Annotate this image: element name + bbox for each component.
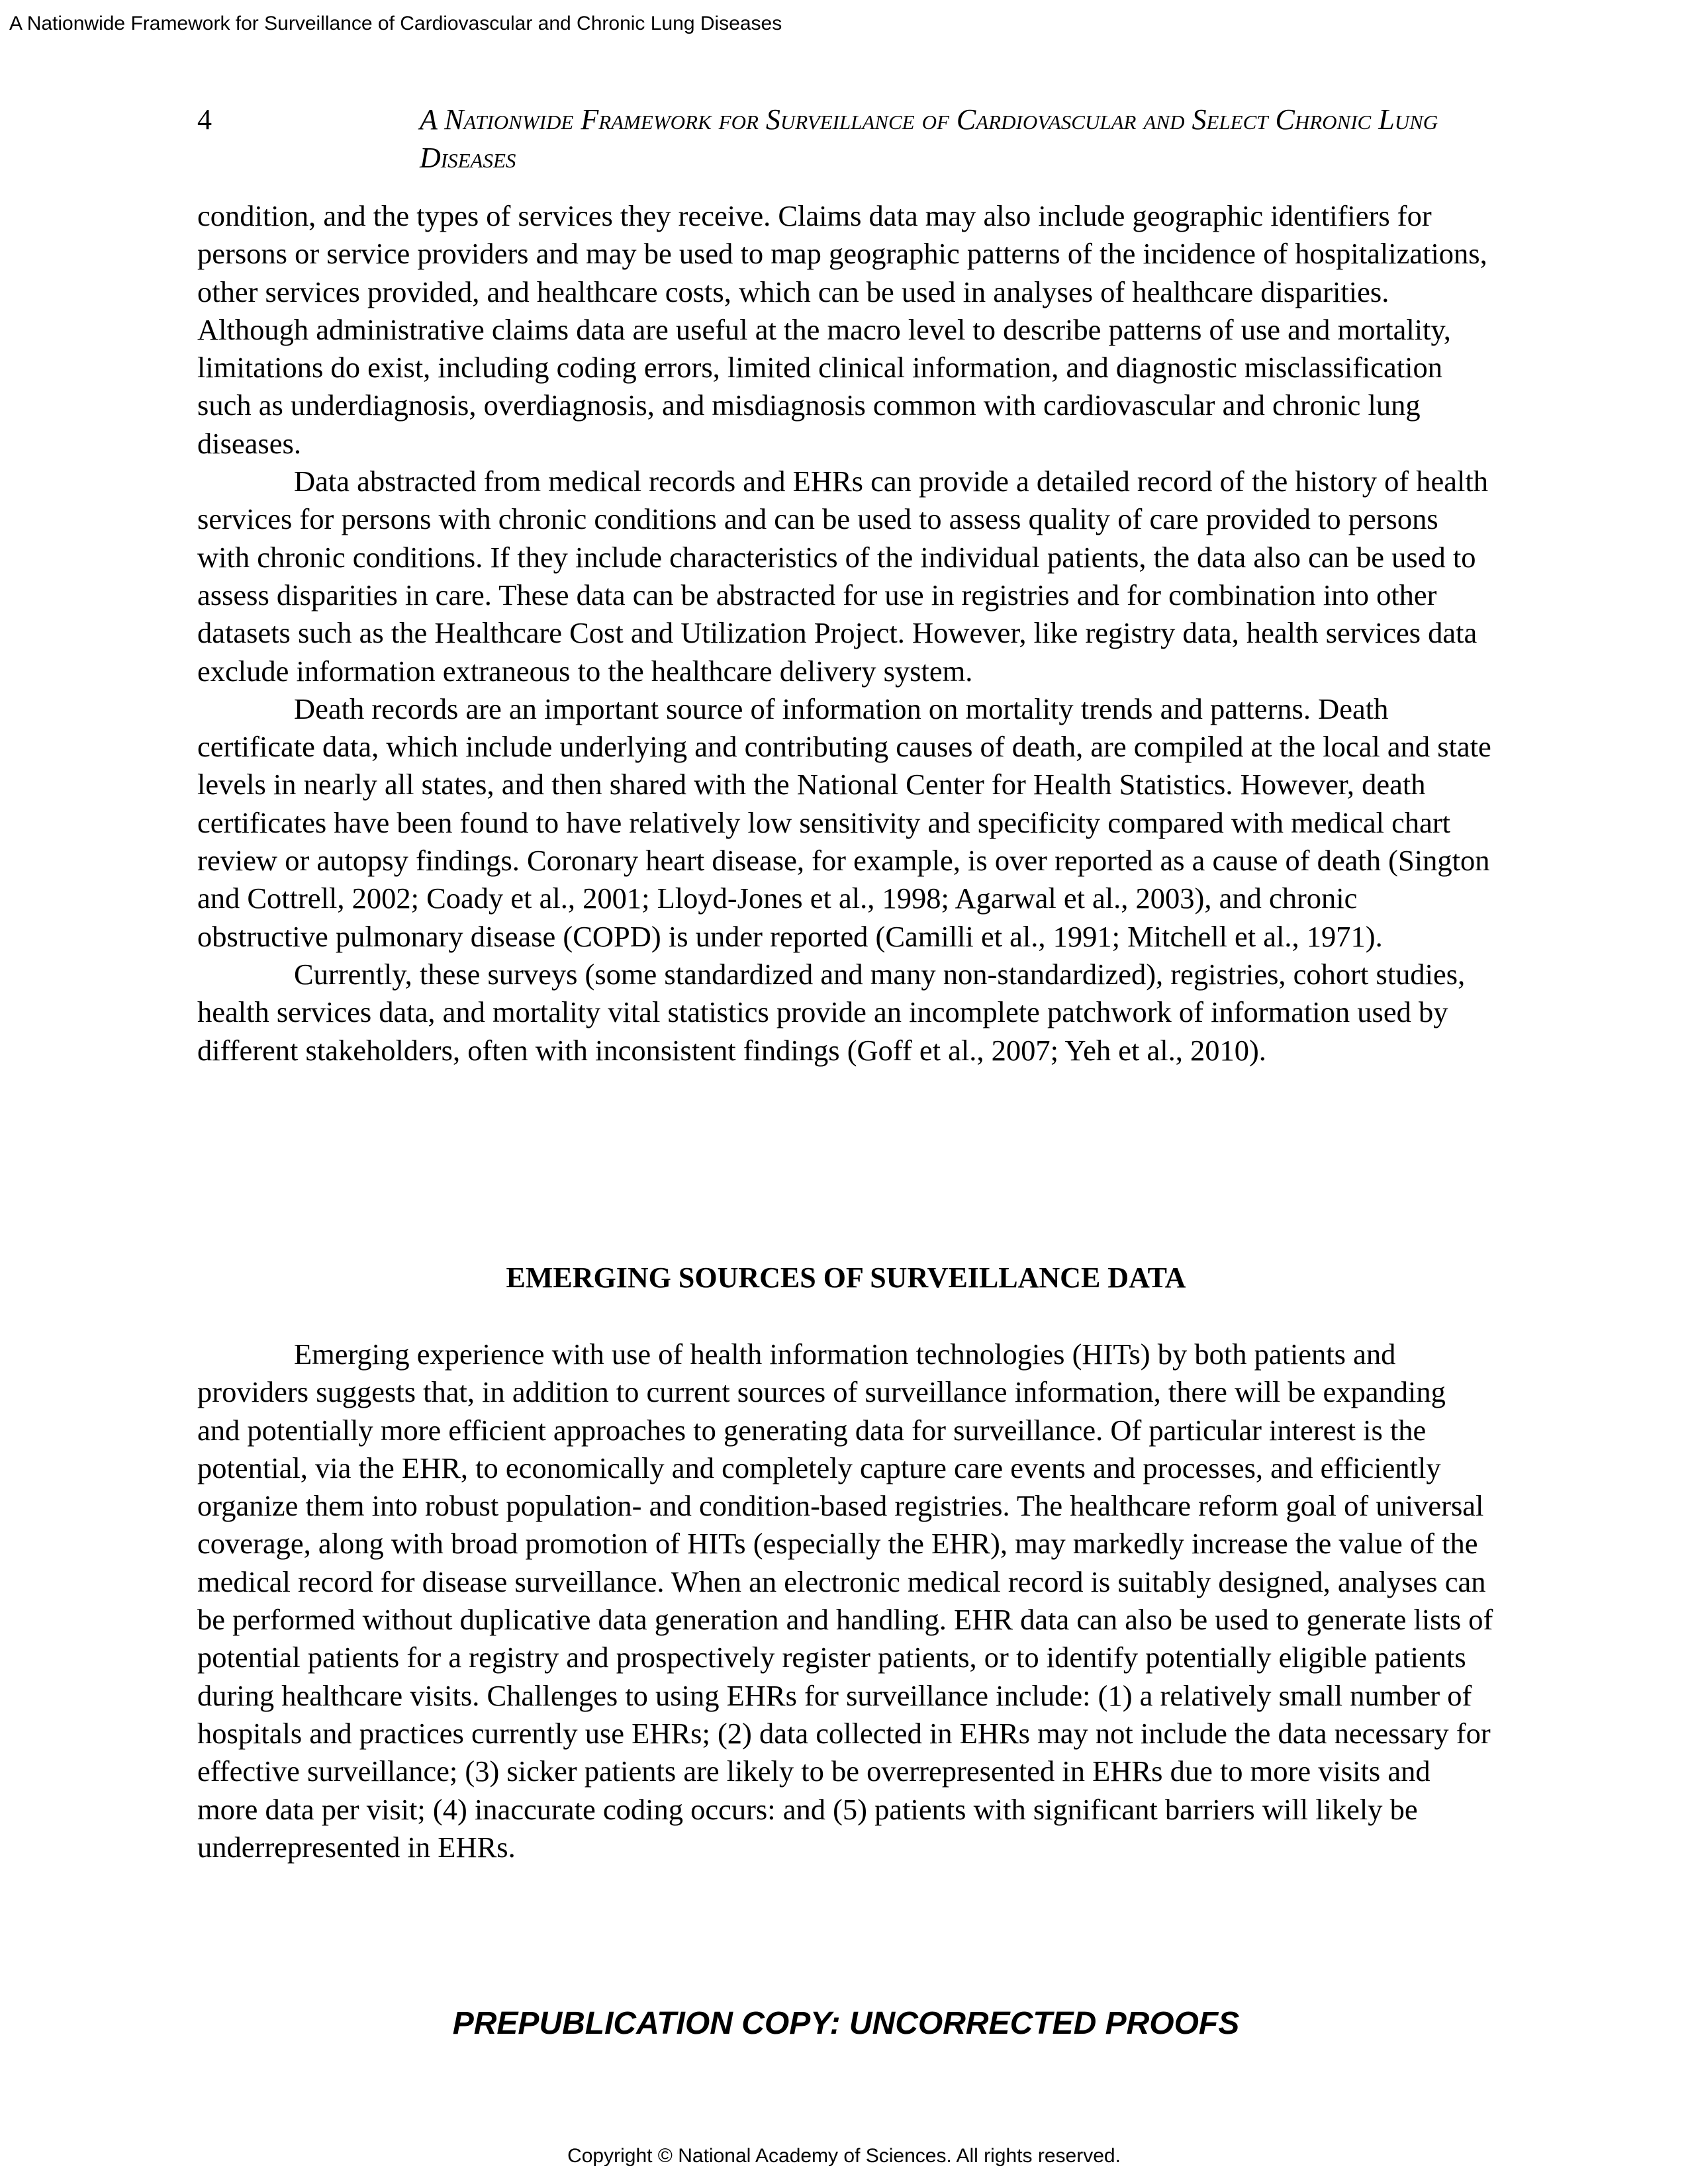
- paragraph-medical-records: Data abstracted from medical records and EHRs can provide a detailed record of the history of health services for persons with chronic conditions and can be used to assess quality of care provided to persons with chronic conditions. If they include characteristics of the individual patients, the data also can be used to assess disparities in care. These data can be abstracted for use in registries and for combination into other datasets such as the Healthcare Cost and Utilization Project. However, like registry data, health services data exclude information extraneous to the healthcare delivery system.: [197, 465, 1489, 688]
- emerging-sources-text: [197, 1336, 1495, 1866]
- chapter-header-title: A Nationwide Framework for Surveillance of Cardiovascular and Select Chronic Lung Diseases: [420, 103, 1438, 174]
- paragraph-death-records: Death records are an important source of information on mortality trends and patterns. Death certificate data, which include underlying and contributing causes of death, are compiled at the local and state levels in nearly all states, and then shared with the National Center for Health Statistics. However, death certificates have been found to have relatively low sensitivity and specificity compared with medical chart review or autopsy findings. Coronary heart disease, for example, is over reported as a cause of death (Sington and Cottrell, 2002; Coady et al., 2001; Lloyd-Jones et al., 1998; Agarwal et al., 2003), and chronic obstructive pulmonary disease (COPD) is under reported (Camilli et al., 1991; Mitchell et al., 1971).: [197, 692, 1491, 953]
- running-head: A Nationwide Framework for Surveillance of Cardiovascular and Chronic Lung Diseases: [9, 13, 782, 34]
- page-number: 4: [197, 103, 212, 136]
- body-text: [197, 197, 1495, 1069]
- paragraph-claims-continued: condition, and the types of services they receive. Claims data may also include geographic identifiers for persons or service providers and may be used to map geographic patterns of the incidence of hospitalizations, other services provided, and healthcare costs, which can be used in analyses of healthcare disparities. Although administrative claims data are useful at the macro level to describe patterns of use and mortality, limitations do exist, including coding errors, limited clinical information, and diagnostic misclassification such as underdiagnosis, overdiagnosis, and misdiagnosis common with cardiovascular and chronic lung diseases.: [197, 199, 1487, 460]
- paragraph-emerging-experience: Emerging experience with use of health information technologies (HITs) by both patients and providers suggests that, in addition to current sources of surveillance information, there will be expanding and potentially more efficient approaches to generating data for surveillance. Of particular interest is the potential, via the EHR, to economically and completely capture care events and processes, and efficiently organize them into robust population- and condition-based registries. The healthcare reform goal of universal coverage, along with broad promotion of HITs (especially the EHR), may markedly increase the value of the medical record for disease surveillance. When an electronic medical record is suitably designed, analyses can be performed without duplicative data generation and handling. EHR data can also be used to generate lists of potential patients for a registry and prospectively register patients, or to identify potentially eligible patients during healthcare visits. Challenges to using EHRs for surveillance include: (1) a relatively small number of hospitals and practices currently use EHRs; (2) data collected in EHRs may not include the data necessary for effective surveillance; (3) sicker patients are likely to be overrepresented in EHRs due to more visits and more data per visit; (4) inaccurate coding occurs: and (5) patients with significant barriers will likely be underrepresented in EHRs.: [197, 1338, 1493, 1864]
- paragraph-current-sources: Currently, these surveys (some standardized and many non-standardized), registries, cohort studies, health services data, and mortality vital statistics provide an incomplete patchwork of information used by different stakeholders, often with inconsistent findings (Goff et al., 2007; Yeh et al., 2010).: [197, 957, 1466, 1067]
- prepublication-notice: PREPUBLICATION COPY: UNCORRECTED PROOFS: [452, 2006, 1240, 2041]
- section-heading: EMERGING SOURCES OF SURVEILLANCE DATA: [506, 1261, 1186, 1294]
- copyright-footer: Copyright © National Academy of Sciences. All rights reserved.: [567, 2145, 1121, 2167]
